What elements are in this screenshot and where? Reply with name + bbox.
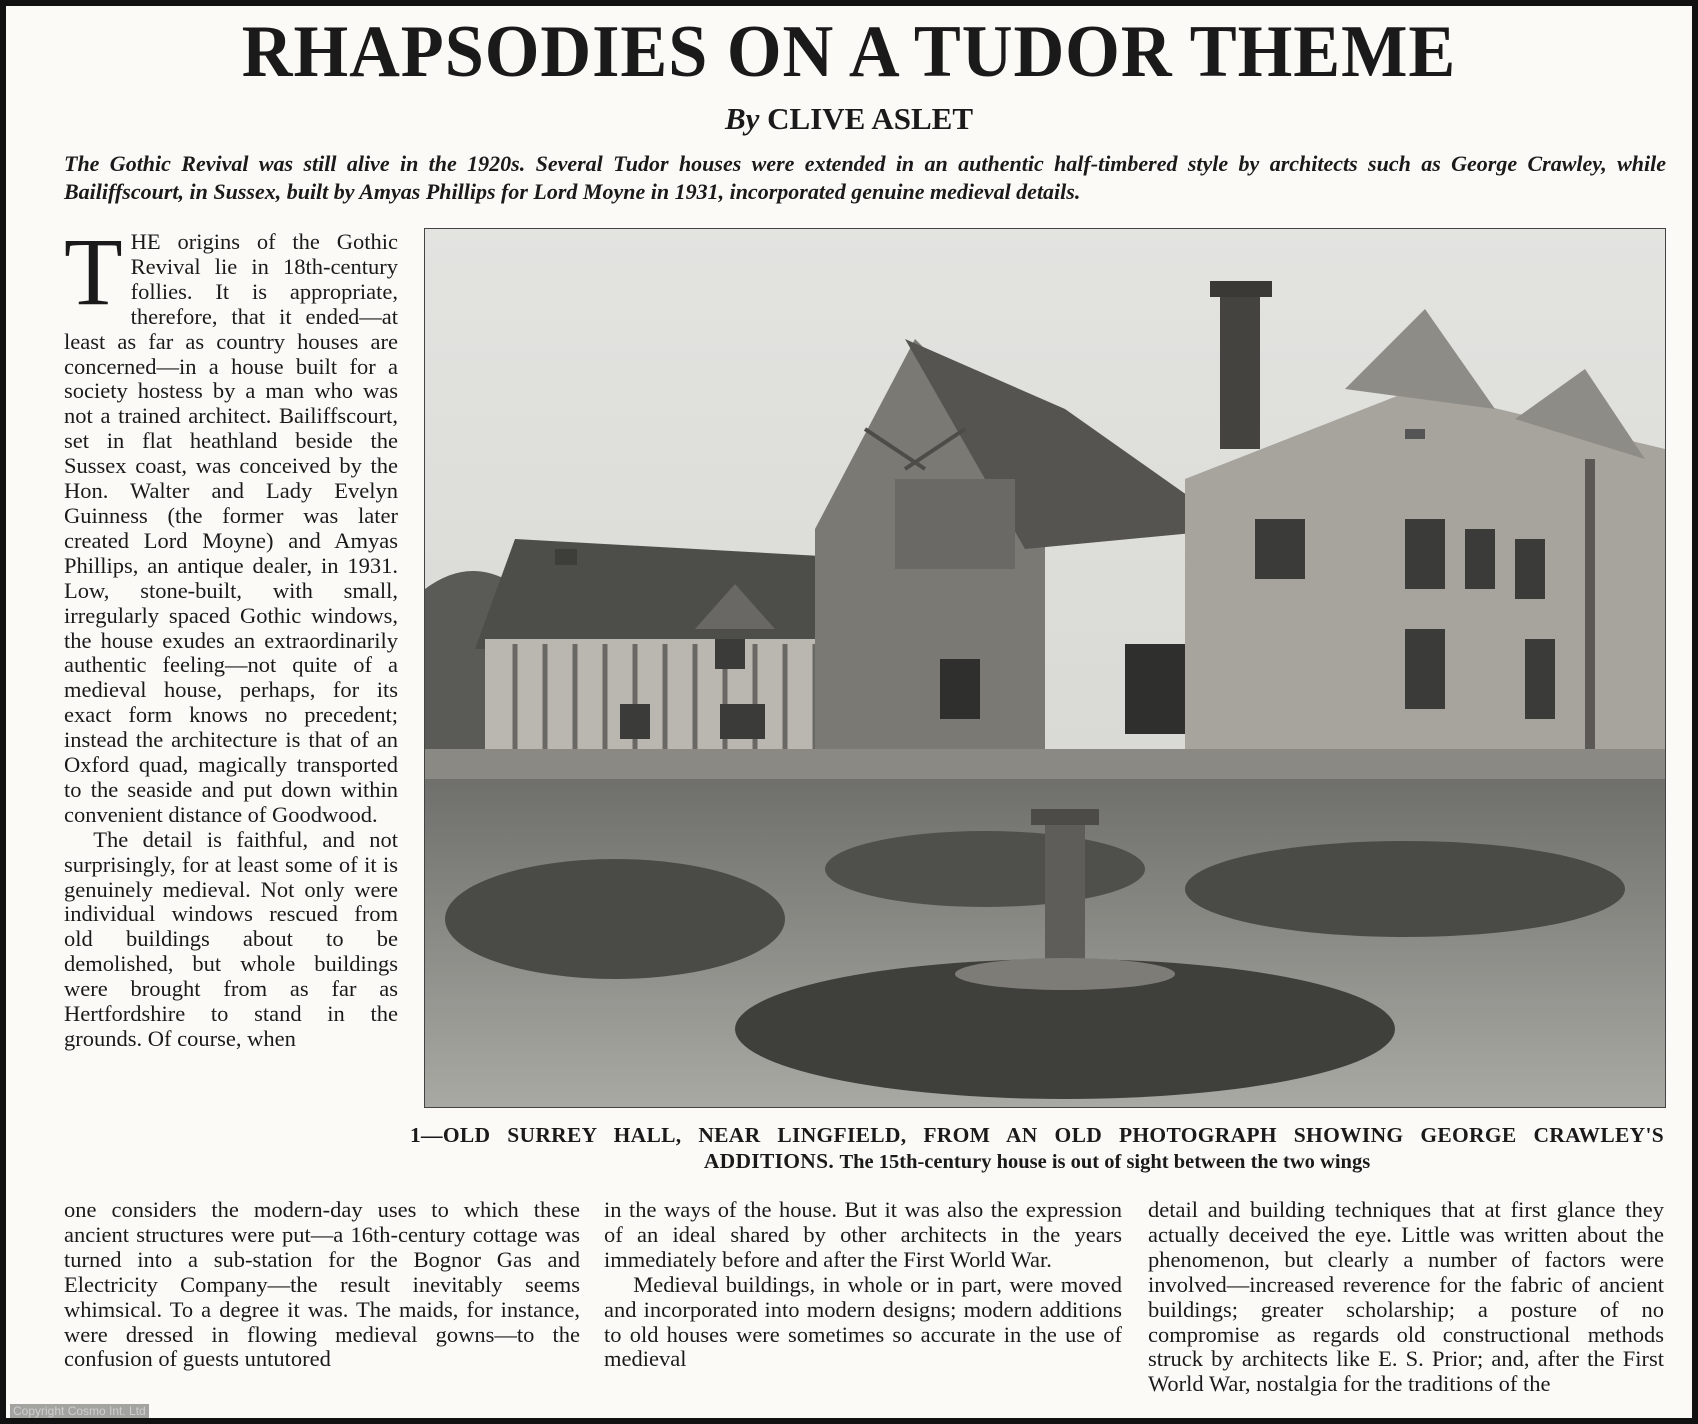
body-paragraph: The detail is faithful, and not surprisingly, for at least some of it is genuinely medieval. Not only were individual windows rescued from old buildings about to be demolished, but whole buildings were brought from as far as Hertfordshire to stand in the grounds. Of course, when xyxy=(64,826,398,1051)
body-paragraph: Medieval buildings, in whole or in part, were moved and incorporated into modern designs; modern additions to old houses were sometimes so accurate in the use of medieval xyxy=(604,1271,1122,1372)
figure-caption xyxy=(410,1122,1664,1175)
body-column-2 xyxy=(64,1198,580,1372)
body-paragraph: one considers the modern-day uses to which these ancient structures were put—a 16th-century cottage was turned into a sub-station for the Bognor Gas and Electricity Company—the result inevitably seems whimsical. To a degree it was. The maids, for instance, were dressed in flowing medieval gowns—to the confusion of guests untutored xyxy=(64,1197,580,1372)
body-paragraph xyxy=(64,218,398,828)
byline xyxy=(0,100,1698,137)
body-column-3 xyxy=(604,1198,1122,1372)
drop-cap: T xyxy=(64,218,123,325)
sundial-base xyxy=(955,958,1175,990)
chimney xyxy=(1220,289,1260,449)
body-column-4 xyxy=(1148,1198,1664,1397)
article-title: RHAPSODIES ON A TUDOR THEME xyxy=(241,11,1457,93)
body-paragraph: detail and building techniques that at first glance they actually deceived the eye. Little was written about the phenomenon, but clearly a number of factors were involved—increased reverence for the fabric of ancient buildings; greater scholarship; a posture of no compromise as regards old constructional methods struck by architects like E. S. Prior; and, after the First World War, nostalgia for the traditions of the xyxy=(1148,1197,1664,1397)
sundial xyxy=(1045,819,1085,969)
flower-bed xyxy=(445,859,785,979)
copyright-watermark: Copyright Cosmo Int. Ltd xyxy=(10,1404,149,1418)
byline-prefix: By xyxy=(724,101,760,136)
flower-bed xyxy=(825,831,1145,907)
sundial-top xyxy=(1031,809,1099,825)
caption-lead: 1—OLD SURREY HALL, NEAR LINGFIELD, FROM AN OLD PHOTOGRAPH SHOWING GEORGE CRAWLEY'S ADDITIONS. xyxy=(410,1123,1664,1173)
flower-bed xyxy=(1185,841,1625,937)
body-paragraph: in the ways of the house. But it was also the expression of an ideal shared by other architects in the years immediately before and after the First World War. xyxy=(604,1197,1122,1272)
house-photo-illustration xyxy=(425,229,1665,1107)
caption-text: The 15th-century house is out of sight between the two wings xyxy=(839,1151,1371,1173)
paragraph-text: HE origins of the Gothic Revival lie in 18th-century follies. It is appropriate, therefore, that it ended—at least as far as country houses are concerned—in a house built for a society hostess by a man who was not a trained architect. Bailiffscourt, set in flat heathland beside the Sussex coast, was conceived by the Hon. Walter and Lady Evelyn Guinness (the former was later created Lord Moyne) and Amyas Phillips, an antique dealer, in 1931. Low, stone-built, with small, irregularly spaced Gothic windows, the house exudes an extraordinarily authentic feeling—not quite of a medieval house, perhaps, for its exact form knows no precedent; instead the architecture is that of an Oxford quad, magically transported to the seaside and put down within convenient distance of Goodwood. xyxy=(64,229,398,827)
body-column-1 xyxy=(64,218,398,1052)
garden-wall xyxy=(425,749,1665,783)
byline-author: CLIVE ASLET xyxy=(767,101,974,136)
chimney-cap xyxy=(1210,281,1272,297)
article-deck: The Gothic Revival was still alive in the 1920s. Several Tudor houses were extended in an authentic half-timbered style by architects such as George Crawley, while Bailiffscourt, in Sussex, built by Amyas Phillips for Lord Moyne in 1931, incorporated genuine medieval details. xyxy=(64,151,1666,204)
figure-photograph xyxy=(424,228,1666,1108)
